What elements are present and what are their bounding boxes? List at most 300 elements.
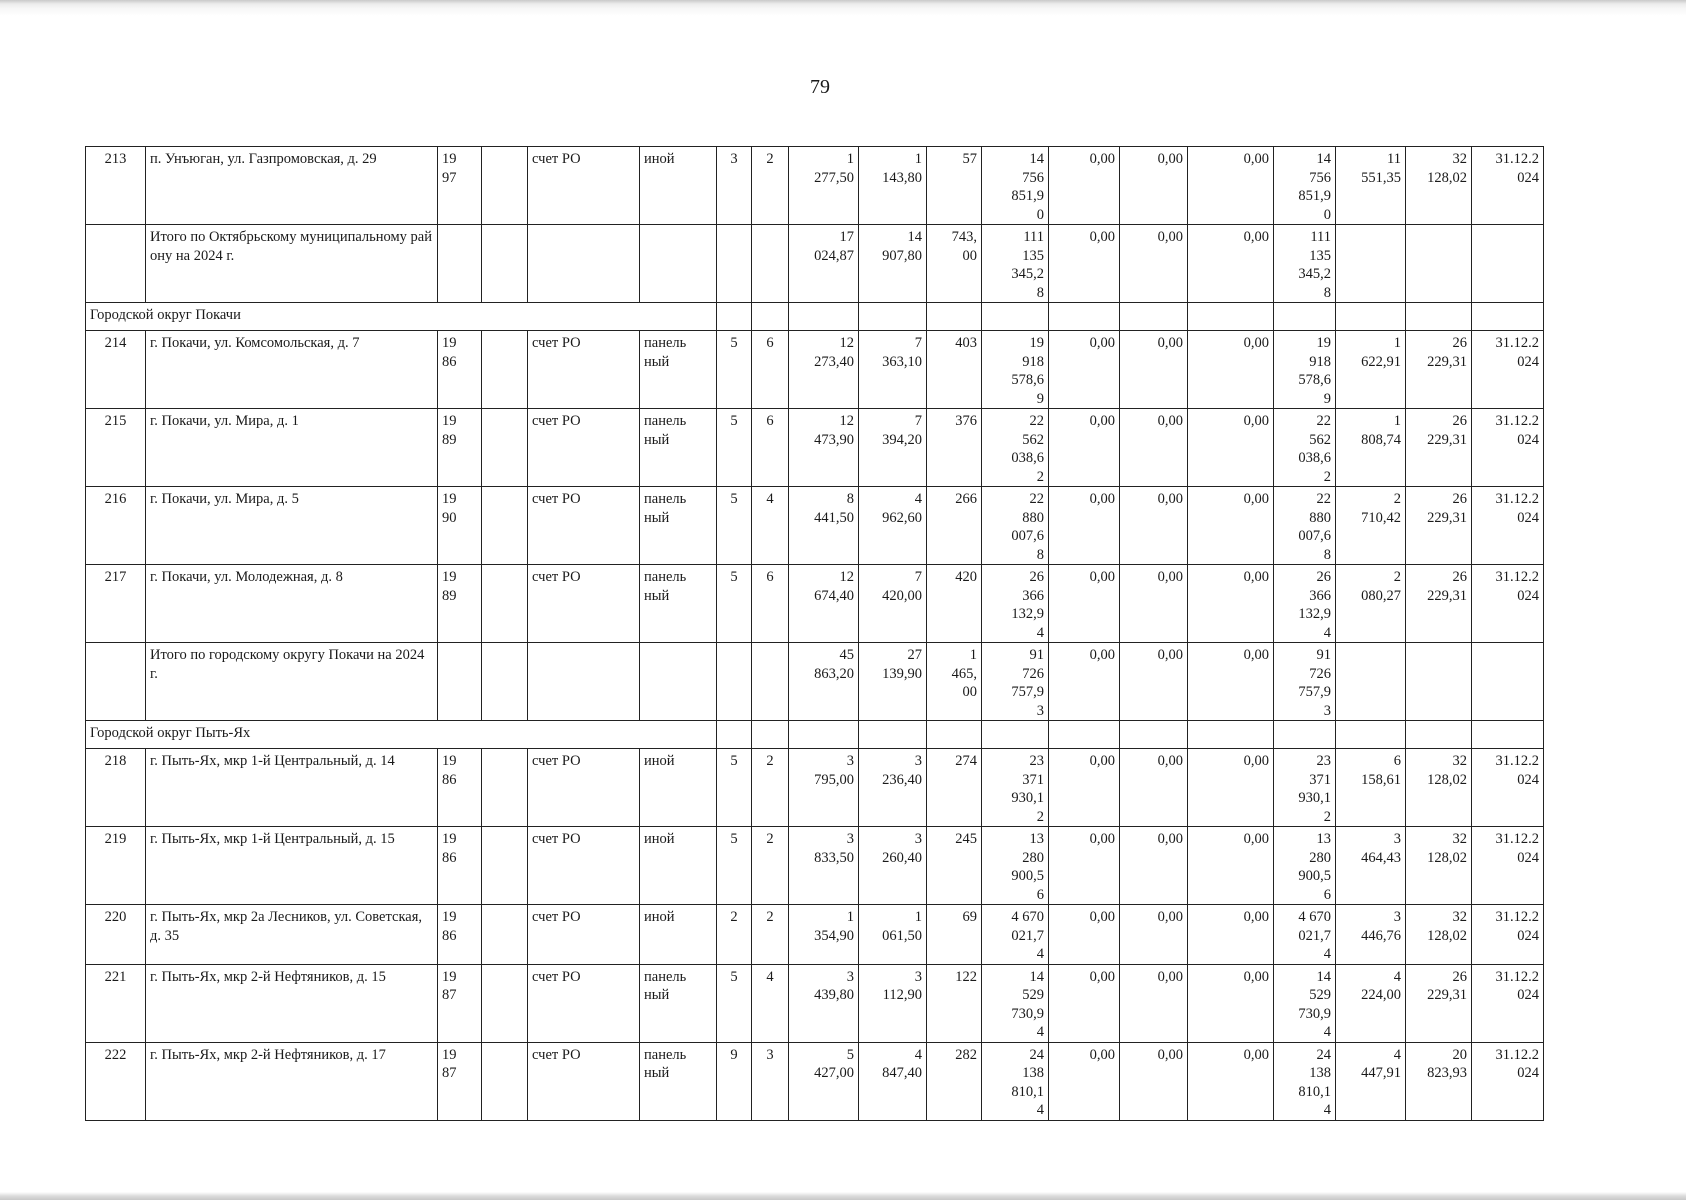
residents-cell — [927, 1042, 982, 1120]
entrances-cell — [752, 331, 789, 409]
row-number-text: 219 — [104, 831, 127, 847]
area-total-cell-text: 45 863,20 — [814, 647, 854, 682]
area-living-cell-text: 7 363,10 — [882, 335, 922, 370]
fund-cell — [1274, 749, 1336, 827]
empty-cell — [482, 1042, 528, 1120]
section-header-row — [86, 721, 1544, 749]
fund-cell — [1274, 905, 1336, 965]
wall-material-cell — [640, 331, 717, 409]
empty-cell — [1274, 721, 1336, 749]
empty-cell — [752, 643, 789, 721]
wall-material-cell — [640, 749, 717, 827]
fund-cell-text: 0,00 — [1157, 229, 1183, 245]
address-cell — [146, 409, 438, 487]
area-living-cell-text: 4 847,40 — [882, 1046, 922, 1081]
empty-cell — [482, 565, 528, 643]
fund-cell-text: 0,00 — [1089, 831, 1115, 847]
address-cell-text: п. Унъюган, ул. Газпромовская, д. 29 — [150, 151, 377, 167]
residents-cell-text: 57 — [962, 151, 977, 167]
source-cell-text: счет РО — [532, 413, 581, 429]
row-number — [86, 409, 146, 487]
area-living-cell-text: 4 962,60 — [882, 491, 922, 526]
fund-cell-text: 14 756 851,9 0 — [1298, 151, 1331, 223]
empty-cell — [717, 721, 752, 749]
fund-cell-text: 0,00 — [1157, 647, 1183, 663]
cost-cell-text: 4 670 021,7 4 — [1011, 909, 1044, 962]
floors-cell — [717, 331, 752, 409]
empty-cell — [482, 964, 528, 1042]
year-cell-text: 19 87 — [442, 1046, 457, 1081]
empty-cell — [482, 905, 528, 965]
source-cell-text: счет РО — [532, 909, 581, 925]
area-total-cell — [789, 964, 859, 1042]
year-cell — [438, 749, 482, 827]
empty-cell — [789, 303, 859, 331]
fund-cell-text: 0,00 — [1243, 909, 1269, 925]
unit-cost-cell-text: 2 080,27 — [1361, 569, 1401, 604]
empty-cell — [1188, 303, 1274, 331]
unit-cost-cell-text: 3 446,76 — [1361, 909, 1401, 944]
fund-cell — [1049, 1042, 1120, 1120]
empty-cell — [1336, 721, 1406, 749]
wall-material-cell-text: иной — [644, 909, 675, 925]
floors-cell — [717, 964, 752, 1042]
empty-cell — [1472, 643, 1544, 721]
fund-cell-text: 0,00 — [1157, 831, 1183, 847]
empty-cell — [1274, 303, 1336, 331]
area-living-cell-text: 1 061,50 — [882, 909, 922, 944]
year-cell-text: 19 97 — [442, 151, 457, 186]
fund-cell — [1120, 225, 1188, 303]
fund-cell — [1274, 147, 1336, 225]
year-cell-text: 19 87 — [442, 968, 457, 1003]
empty-cell — [528, 643, 640, 721]
date-cell — [1472, 1042, 1544, 1120]
source-cell — [528, 964, 640, 1042]
address-cell-text: г. Покачи, ул. Молодежная, д. 8 — [150, 569, 343, 585]
scan-bottom-edge — [0, 1192, 1686, 1200]
area-living-cell — [859, 964, 927, 1042]
fund-cell-text: 0,00 — [1243, 647, 1269, 663]
residents-cell — [927, 964, 982, 1042]
table-row — [86, 827, 1544, 905]
table-row — [86, 749, 1544, 827]
area-total-cell — [789, 905, 859, 965]
limit-cost-cell — [1406, 331, 1472, 409]
cost-cell-text: 14 756 851,9 0 — [1011, 151, 1044, 223]
fund-cell-text: 0,00 — [1089, 753, 1115, 769]
address-cell — [146, 487, 438, 565]
floors-cell-text: 3 — [730, 151, 738, 167]
empty-cell — [717, 225, 752, 303]
year-cell-text: 19 86 — [442, 335, 457, 370]
unit-cost-cell — [1336, 409, 1406, 487]
source-cell — [528, 409, 640, 487]
address-cell — [146, 147, 438, 225]
empty-cell — [482, 487, 528, 565]
fund-cell — [1120, 147, 1188, 225]
row-number-text: 222 — [104, 1046, 127, 1063]
fund-cell — [1274, 827, 1336, 905]
residents-cell — [927, 643, 982, 721]
address-cell — [146, 749, 438, 827]
table-row — [86, 1042, 1544, 1120]
source-cell-text: счет РО — [532, 968, 581, 985]
limit-cost-cell — [1406, 749, 1472, 827]
area-living-cell — [859, 147, 927, 225]
year-cell-text: 19 90 — [442, 491, 457, 526]
area-total-cell-text: 3 795,00 — [814, 753, 854, 788]
floors-cell-text: 5 — [730, 413, 738, 429]
source-cell — [528, 1042, 640, 1120]
limit-cost-cell-text: 26 229,31 — [1427, 491, 1467, 526]
limit-cost-cell — [1406, 827, 1472, 905]
floors-cell-text: 5 — [730, 968, 738, 985]
floors-cell-text: 5 — [730, 753, 738, 769]
fund-cell-text: 0,00 — [1243, 831, 1269, 847]
unit-cost-cell — [1336, 565, 1406, 643]
fund-cell-text: 0,00 — [1089, 968, 1115, 985]
cost-cell — [982, 409, 1049, 487]
row-number — [86, 905, 146, 965]
unit-cost-cell-text: 4 224,00 — [1361, 968, 1401, 1003]
row-number — [86, 487, 146, 565]
area-living-cell-text: 14 907,80 — [882, 229, 922, 264]
address-cell-text: г. Пыть-Ях, мкр 2а Лесников, ул. Советская, д. 35 — [150, 909, 422, 944]
unit-cost-cell — [1336, 331, 1406, 409]
area-total-cell — [789, 409, 859, 487]
fund-cell-text: 111 135 345,2 8 — [1298, 229, 1331, 301]
wall-material-cell-text: панель ный — [644, 968, 687, 1003]
date-cell — [1472, 565, 1544, 643]
empty-cell — [1406, 721, 1472, 749]
cost-cell-text: 24 138 810,1 4 — [1011, 1046, 1044, 1118]
row-number-text: 213 — [104, 151, 127, 167]
fund-cell — [1120, 905, 1188, 965]
row-number-text: 220 — [104, 909, 127, 925]
fund-cell — [1274, 225, 1336, 303]
table-row — [86, 905, 1544, 965]
empty-cell — [438, 643, 482, 721]
area-total-cell — [789, 147, 859, 225]
fund-cell-text: 91 726 757,9 3 — [1298, 647, 1331, 719]
fund-cell — [1049, 487, 1120, 565]
district-title-text: Городской округ Пыть-Ях — [90, 725, 251, 741]
fund-cell — [1049, 565, 1120, 643]
residents-cell-text: 266 — [955, 491, 977, 507]
residents-cell-text: 376 — [955, 413, 977, 429]
source-cell — [528, 487, 640, 565]
floors-cell — [717, 905, 752, 965]
cost-cell-text: 14 529 730,9 4 — [1011, 968, 1044, 1040]
cost-cell-text: 23 371 930,1 2 — [1011, 753, 1044, 825]
floors-cell-text: 9 — [730, 1046, 738, 1063]
date-cell-text: 31.12.2 024 — [1495, 968, 1539, 1003]
address-cell-text: г. Пыть-Ях, мкр 1-й Центральный, д. 15 — [150, 831, 395, 847]
fund-cell — [1188, 331, 1274, 409]
fund-cell-text: 0,00 — [1089, 1046, 1115, 1063]
area-total-cell — [789, 1042, 859, 1120]
entrances-cell — [752, 1042, 789, 1120]
date-cell-text: 31.12.2 024 — [1495, 1046, 1539, 1081]
empty-cell — [482, 225, 528, 303]
fund-cell — [1188, 1042, 1274, 1120]
year-cell — [438, 905, 482, 965]
fund-cell-text: 4 670 021,7 4 — [1298, 909, 1331, 962]
fund-cell — [1049, 749, 1120, 827]
floors-cell-text: 5 — [730, 569, 738, 585]
year-cell — [438, 331, 482, 409]
fund-cell — [1120, 331, 1188, 409]
entrances-cell — [752, 964, 789, 1042]
empty-cell — [859, 721, 927, 749]
fund-cell-text: 0,00 — [1243, 968, 1269, 985]
empty-cell — [1472, 225, 1544, 303]
district-title — [86, 303, 717, 331]
cost-cell-text: 22 562 038,6 2 — [1011, 413, 1044, 485]
empty-cell — [482, 749, 528, 827]
fund-cell — [1049, 964, 1120, 1042]
row-number-text: 214 — [104, 335, 127, 351]
source-cell-text: счет РО — [532, 569, 581, 585]
year-cell — [438, 964, 482, 1042]
wall-material-cell — [640, 409, 717, 487]
row-number-text: 218 — [104, 753, 127, 769]
fund-cell-text: 0,00 — [1243, 151, 1269, 167]
year-cell — [438, 565, 482, 643]
wall-material-cell — [640, 905, 717, 965]
residents-cell-text: 282 — [955, 1046, 977, 1063]
fund-cell-text: 0,00 — [1243, 229, 1269, 245]
empty-cell — [1049, 721, 1120, 749]
empty-cell — [927, 303, 982, 331]
fund-cell-text: 0,00 — [1089, 151, 1115, 167]
area-total-cell — [789, 565, 859, 643]
empty-cell — [482, 827, 528, 905]
empty-cell — [1406, 303, 1472, 331]
row-number — [86, 147, 146, 225]
date-cell-text: 31.12.2 024 — [1495, 831, 1539, 866]
fund-cell-text: 0,00 — [1157, 151, 1183, 167]
fund-cell — [1188, 964, 1274, 1042]
table-row — [86, 409, 1544, 487]
fund-cell — [1188, 643, 1274, 721]
cost-cell-text: 19 918 578,6 9 — [1011, 335, 1044, 407]
cost-cell — [982, 827, 1049, 905]
area-total-cell — [789, 225, 859, 303]
area-living-cell-text: 3 236,40 — [882, 753, 922, 788]
row-number — [86, 331, 146, 409]
fund-cell — [1120, 964, 1188, 1042]
cost-cell — [982, 331, 1049, 409]
area-total-cell-text: 1 277,50 — [814, 151, 854, 186]
fund-cell-text: 0,00 — [1089, 491, 1115, 507]
cost-cell — [982, 565, 1049, 643]
date-cell — [1472, 749, 1544, 827]
unit-cost-cell-text: 2 710,42 — [1361, 491, 1401, 526]
entrances-cell-text: 6 — [766, 413, 774, 429]
empty-cell — [927, 721, 982, 749]
date-cell — [1472, 827, 1544, 905]
area-total-cell — [789, 827, 859, 905]
date-cell — [1472, 964, 1544, 1042]
total-row — [86, 643, 1544, 721]
limit-cost-cell — [1406, 565, 1472, 643]
unit-cost-cell-text: 1 622,91 — [1361, 335, 1401, 370]
empty-cell — [1120, 721, 1188, 749]
area-total-cell-text: 8 441,50 — [814, 491, 854, 526]
fund-cell — [1274, 643, 1336, 721]
residents-cell-text: 245 — [955, 831, 977, 847]
limit-cost-cell — [1406, 905, 1472, 965]
fund-cell-text: 23 371 930,1 2 — [1298, 753, 1331, 825]
unit-cost-cell-text: 11 551,35 — [1361, 151, 1401, 186]
area-total-cell-text: 3 833,50 — [814, 831, 854, 866]
unit-cost-cell — [1336, 905, 1406, 965]
district-title — [86, 721, 717, 749]
address-cell — [146, 964, 438, 1042]
empty-cell — [1336, 225, 1406, 303]
area-living-cell-text: 7 420,00 — [882, 569, 922, 604]
total-label — [146, 225, 438, 303]
fund-cell-text: 22 562 038,6 2 — [1298, 413, 1331, 485]
limit-cost-cell — [1406, 487, 1472, 565]
residents-cell — [927, 905, 982, 965]
area-total-cell-text: 1 354,90 — [814, 909, 854, 944]
empty-cell — [1406, 225, 1472, 303]
entrances-cell-text: 3 — [766, 1046, 774, 1063]
limit-cost-cell-text: 32 128,02 — [1427, 753, 1467, 788]
entrances-cell — [752, 147, 789, 225]
fund-cell-text: 0,00 — [1089, 335, 1115, 351]
date-cell-text: 31.12.2 024 — [1495, 909, 1539, 944]
entrances-cell-text: 4 — [766, 968, 774, 985]
table-row — [86, 147, 1544, 225]
page-number: 79 — [810, 76, 830, 98]
unit-cost-cell — [1336, 827, 1406, 905]
fund-cell — [1188, 565, 1274, 643]
fund-cell-text: 0,00 — [1157, 413, 1183, 429]
fund-cell-text: 0,00 — [1089, 647, 1115, 663]
total-label-text: Итого по городскому округу Покачи на 2024 г. — [150, 647, 425, 682]
address-cell-text: г. Покачи, ул. Мира, д. 5 — [150, 491, 299, 507]
area-total-cell — [789, 749, 859, 827]
cost-cell-text: 111 135 345,2 8 — [1011, 229, 1044, 301]
area-total-cell — [789, 331, 859, 409]
fund-cell — [1120, 487, 1188, 565]
empty-cell — [86, 225, 146, 303]
fund-cell — [1188, 409, 1274, 487]
floors-cell — [717, 487, 752, 565]
fund-cell — [1049, 905, 1120, 965]
section-header-row — [86, 303, 1544, 331]
total-label-text: Итого по Октябрьскому муниципальному району на 2024 г. — [150, 229, 432, 264]
cost-cell-text: 91 726 757,9 3 — [1011, 647, 1044, 719]
empty-cell — [482, 409, 528, 487]
empty-cell — [752, 303, 789, 331]
fund-cell-text: 14 529 730,9 4 — [1298, 968, 1331, 1040]
total-label — [146, 643, 438, 721]
entrances-cell — [752, 749, 789, 827]
empty-cell — [438, 225, 482, 303]
area-total-cell-text: 12 674,40 — [814, 569, 854, 604]
fund-cell — [1274, 565, 1336, 643]
fund-cell — [1274, 331, 1336, 409]
empty-cell — [1049, 303, 1120, 331]
entrances-cell-text: 4 — [766, 491, 774, 507]
wall-material-cell — [640, 1042, 717, 1120]
fund-cell-text: 0,00 — [1089, 413, 1115, 429]
row-number-text: 215 — [104, 413, 127, 429]
year-cell — [438, 827, 482, 905]
fund-cell-text: 0,00 — [1243, 413, 1269, 429]
fund-cell — [1120, 643, 1188, 721]
area-living-cell — [859, 905, 927, 965]
date-cell — [1472, 147, 1544, 225]
area-living-cell — [859, 749, 927, 827]
fund-cell-text: 0,00 — [1089, 569, 1115, 585]
area-total-cell-text: 12 273,40 — [814, 335, 854, 370]
fund-cell-text: 0,00 — [1157, 909, 1183, 925]
empty-cell — [482, 331, 528, 409]
area-living-cell — [859, 565, 927, 643]
address-cell-text: г. Покачи, ул. Мира, д. 1 — [150, 413, 299, 429]
entrances-cell — [752, 409, 789, 487]
fund-cell — [1049, 643, 1120, 721]
wall-material-cell-text: панель ный — [644, 569, 687, 604]
entrances-cell-text: 2 — [766, 753, 774, 769]
cost-cell — [982, 147, 1049, 225]
limit-cost-cell-text: 32 128,02 — [1427, 831, 1467, 866]
empty-cell — [982, 721, 1049, 749]
residents-cell — [927, 827, 982, 905]
wall-material-cell-text: иной — [644, 753, 675, 769]
unit-cost-cell-text: 6 158,61 — [1361, 753, 1401, 788]
unit-cost-cell — [1336, 964, 1406, 1042]
fund-cell — [1274, 964, 1336, 1042]
entrances-cell — [752, 565, 789, 643]
fund-cell-text: 0,00 — [1243, 753, 1269, 769]
fund-cell — [1188, 487, 1274, 565]
wall-material-cell — [640, 147, 717, 225]
empty-cell — [859, 303, 927, 331]
fund-cell — [1049, 147, 1120, 225]
fund-cell-text: 0,00 — [1157, 491, 1183, 507]
fund-cell-text: 0,00 — [1157, 335, 1183, 351]
source-cell-text: счет РО — [532, 151, 581, 167]
empty-cell — [1188, 721, 1274, 749]
empty-cell — [86, 643, 146, 721]
limit-cost-cell-text: 26 229,31 — [1427, 335, 1467, 370]
source-cell-text: счет РО — [532, 335, 581, 351]
area-living-cell-text: 27 139,90 — [882, 647, 922, 682]
empty-cell — [1406, 643, 1472, 721]
cost-cell — [982, 1042, 1049, 1120]
area-total-cell-text: 3 439,80 — [814, 968, 854, 1003]
date-cell — [1472, 487, 1544, 565]
fund-cell — [1120, 827, 1188, 905]
empty-cell — [640, 643, 717, 721]
fund-cell-text: 26 366 132,9 4 — [1298, 569, 1331, 641]
source-cell — [528, 565, 640, 643]
residents-cell — [927, 749, 982, 827]
floors-cell-text: 5 — [730, 831, 738, 847]
source-cell-text: счет РО — [532, 491, 581, 507]
address-cell-text: г. Пыть-Ях, мкр 1-й Центральный, д. 14 — [150, 753, 395, 769]
residents-cell-text: 69 — [962, 909, 977, 925]
fund-cell — [1188, 827, 1274, 905]
district-title-text: Городской округ Покачи — [90, 307, 241, 323]
